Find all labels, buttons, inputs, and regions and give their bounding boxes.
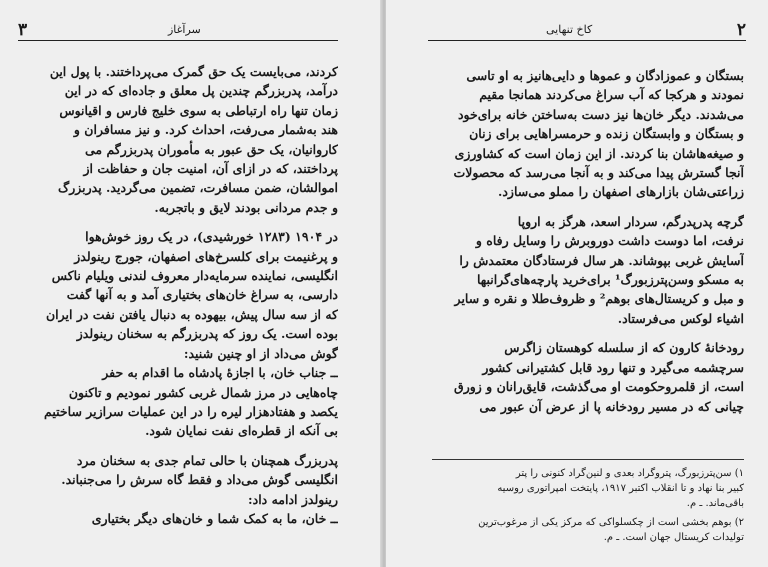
left-paragraph-2 bbox=[26, 227, 338, 440]
footnote-2 bbox=[432, 515, 744, 545]
text-line: چاه‌هایی در مرز شمال غربی کشور نمودیم و تاکنون bbox=[68, 384, 338, 400]
footnote-line: ۲) بوهم بخشی است از چکسلواکی که مرکز یکی از مرغوب‌ترین bbox=[478, 517, 744, 528]
text-line: هند به‌شمار می‌رفت، احداث کرد. و نیز مسافران و bbox=[73, 122, 338, 138]
footnote-line: کبیر بنا نهاد و تا انقلاب اکتبر ۱۹۱۷، پایتخت امپراتوری روسیه bbox=[497, 483, 744, 494]
text-line: بوده است. یک روز که پدربزرگم به سخنان رینولدز bbox=[76, 326, 338, 342]
text-line: ــ جناب خان، با اجازهٔ پادشاه ما اقدام به حفر bbox=[102, 365, 338, 381]
left-page-body bbox=[26, 62, 338, 528]
text-line: نمودند و هرکجا که آب سراغ می‌کردند همانجا مقیم bbox=[479, 87, 744, 103]
footnote-1 bbox=[432, 466, 744, 511]
text-line: زمان تنها راه ارتباطی به سوی خلیج فارس و اقیانوس bbox=[59, 102, 338, 118]
text-line: انگلیسی گوش می‌داد و فقط گاه سرش را می‌جنباند. bbox=[61, 472, 338, 488]
right-page-number: ۲ bbox=[736, 20, 746, 40]
text-line: گوش می‌داد از او چنین شنید: bbox=[183, 345, 338, 361]
text-line: سرچشمه می‌گیرد و تنها رود قابل کشتیرانی کشور bbox=[482, 359, 744, 375]
right-page bbox=[386, 0, 768, 567]
footnote-line: باقی‌ماند. ـ م. bbox=[686, 498, 744, 509]
text-line: زراعتی‌شان بازارهای اصفهان را مملو می‌سازد. bbox=[498, 184, 744, 200]
left-page bbox=[0, 0, 382, 567]
text-line: بستگان و عموزادگان و عموها و دایی‌هانیز به او تاسی bbox=[466, 68, 744, 83]
left-page-number: ۳ bbox=[18, 20, 28, 40]
left-page-header bbox=[18, 20, 338, 41]
text-line: بی آنکه از قطره‌ای نفت نمایان شود. bbox=[145, 423, 338, 439]
left-paragraph-1 bbox=[26, 62, 338, 217]
text-line: کاروانیان، یک حق عبور به مأموران پدربزرگم می‌ bbox=[85, 141, 338, 157]
text-line: گرچه پدرپدرگم، سردار اسعد، هرگز به اروپا bbox=[517, 213, 744, 229]
right-paragraph-2 bbox=[432, 212, 744, 328]
left-paragraph-3 bbox=[26, 451, 338, 529]
text-line: به مسکو وسن‌پترزبورگ¹ برای‌خرید پارچه‌های‌گرانبها bbox=[476, 272, 744, 288]
left-running-title: سرآغاز bbox=[168, 23, 201, 36]
text-line: اشیاء لوکس می‌فرستاد. bbox=[617, 310, 744, 326]
text-line: در ۱۹۰۴ (۱۲۸۳ خورشیدی)، در یک روز خوش‌هوا bbox=[85, 229, 338, 245]
text-line: درآمد، پدربزرگم چندین پل معلق و جاده‌ای که در این bbox=[64, 83, 338, 99]
text-line: پرداختند، که در ازای آن، امنیت جان و حفاظت از bbox=[83, 161, 338, 177]
footnotes bbox=[432, 459, 744, 549]
text-line: اموالشان، ضمن مسافرت، تضمین می‌گردید. پدربزرگ bbox=[58, 180, 338, 196]
text-line: دارسی، به سراغ خان‌های بختیاری آمد و به آنها گفت bbox=[66, 287, 338, 303]
right-page-body bbox=[432, 66, 744, 416]
text-line: است، از قلمروحکومت او می‌گذشت، قایق‌رانان و زورق‌ bbox=[454, 379, 744, 395]
text-line: و بستگان و وابستگان زنده و حرمسراهایی برای زنان bbox=[469, 126, 744, 142]
right-paragraph-1 bbox=[432, 66, 744, 202]
footnote-line: تولیدات کریستال جهان است. ـ م. bbox=[603, 532, 744, 543]
text-line: و صیغه‌هاشان بنا کردند. از این زمان است که کشاورزی bbox=[454, 145, 744, 161]
text-line: ــ خان، ما به کمک شما و خان‌های دیگر بختیاری bbox=[91, 510, 338, 526]
text-line: و مبل و کریستال‌های بوهم² و ظروف‌طلا و نقره و سایر bbox=[454, 291, 744, 307]
text-line: و پرغنیمت برای کلسرخ‌های اصفهان، جورج رینولدز bbox=[74, 248, 338, 264]
text-line: آنجا گسترش پیدا می‌کند و به آنجا می‌رسد که محصولات bbox=[453, 165, 744, 181]
text-line: آسایش غربی بپوشاند. هر سال فرستادگان معتمدش را bbox=[459, 252, 744, 268]
text-line: و جدم مردانی بودند لایق و باتجربه. bbox=[154, 199, 338, 215]
text-line: می‌شدند. دیگر خان‌ها نیز دست به‌ساختن خانه برای‌خود bbox=[457, 106, 744, 122]
right-page-header bbox=[428, 20, 746, 41]
right-running-title: کاخ تنهایی bbox=[546, 23, 593, 36]
text-line: انگلیسی، نماینده سرمایه‌دار معروف لندنی ویلیام ناکس bbox=[51, 268, 338, 284]
right-paragraph-3 bbox=[432, 338, 744, 416]
text-line: پدربزرگ همچنان با حالی تمام جدی به سخنان مرد bbox=[76, 452, 338, 468]
text-line: که از سه سال پیش، بیهوده به دنبال یافتن نفت در ایران bbox=[46, 306, 338, 322]
footnote-line: ۱) سن‌پترزبورگ، پتروگراد بعدی و لنین‌گراد کنونی را پتر bbox=[515, 468, 744, 479]
text-line: نرفت، اما دوست داشت دوروبرش را وسایل رفاه و bbox=[475, 233, 744, 249]
text-line: رودخانهٔ کارون که از سلسله کوهستان زاگرس bbox=[504, 340, 744, 356]
text-line: چیانی که در مسیر رودخانه پا از عرض آن عبور می‌ bbox=[479, 398, 744, 414]
text-line: کردند، می‌بایست یک حق گمرک می‌پرداختند. با پول این bbox=[49, 64, 338, 79]
text-line: یکصد و هفتادهزار لیره را در این عملیات سرازیر ساختیم bbox=[44, 403, 338, 419]
text-line: رینولدز ادامه داد: bbox=[248, 491, 338, 507]
